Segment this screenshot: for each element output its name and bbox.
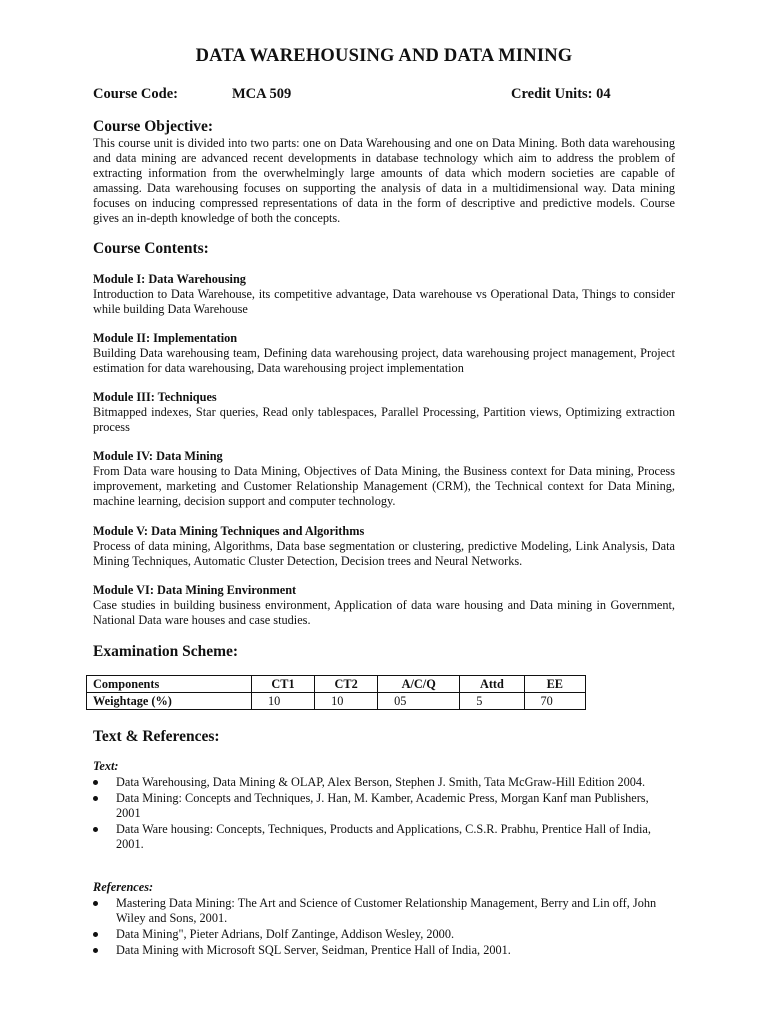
module-title: Module I: Data Warehousing: [93, 272, 246, 286]
table-cell: 10: [252, 693, 315, 710]
table-cell: CT1: [252, 676, 315, 693]
table-cell: Weightage (%): [87, 693, 252, 710]
list-item: Data Mining with Microsoft SQL Server, Seidman, Prentice Hall of India, 2001.: [93, 943, 675, 958]
module-4: [93, 449, 675, 509]
table-cell: Components: [87, 676, 252, 693]
list-item: Mastering Data Mining: The Art and Science of Customer Relationship Management, Berry and Lin off, John Wiley and Sons, 2001.: [93, 896, 675, 926]
references-heading: Text & References:: [93, 728, 220, 745]
module-body: Bitmapped indexes, Star queries, Read only tablespaces, Parallel Processing, Partition views, Optimizing extraction process: [93, 404, 675, 434]
module-body: Introduction to Data Warehouse, its competitive advantage, Data warehouse vs Operational Data, Things to consider while building Data Warehouse: [93, 286, 675, 316]
module-title: Module V: Data Mining Techniques and Algorithms: [93, 524, 365, 538]
module-3: [93, 390, 675, 435]
table-cell: A/C/Q: [378, 676, 460, 693]
references-label: References:: [93, 880, 154, 894]
list-item: Data Mining", Pieter Adrians, Dolf Zantinge, Addison Wesley, 2000.: [93, 927, 675, 942]
document-title: DATA WAREHOUSING AND DATA MINING: [195, 46, 573, 66]
table-cell: EE: [524, 676, 585, 693]
module-6: [93, 583, 675, 628]
table-cell: 70: [524, 693, 585, 710]
exam-heading: Examination Scheme:: [93, 643, 239, 660]
table-row: [87, 676, 586, 693]
table-cell: Attd: [460, 676, 524, 693]
text-list: [93, 775, 675, 853]
references-list: [93, 896, 675, 959]
module-1: [93, 272, 675, 317]
module-title: Module III: Techniques: [93, 390, 217, 404]
module-2: [93, 331, 675, 376]
list-item: Data Ware housing: Concepts, Techniques, Products and Applications, C.S.R. Prabhu, Prentice Hall of India, 2001.: [93, 822, 675, 852]
module-title: Module IV: Data Mining: [93, 449, 223, 463]
list-item: Data Mining: Concepts and Techniques, J. Han, M. Kamber, Academic Press, Morgan Kanf man Publishers, 2001: [93, 791, 675, 821]
module-5: [93, 524, 675, 569]
contents-heading: Course Contents:: [93, 240, 209, 257]
module-body: From Data ware housing to Data Mining, Objectives of Data Mining, the Business context for Data mining, Process improvement, marketing and Customer Relationship Management (CRM), the Technical context for Data Mining, machine learning, decision support and computer technology.: [93, 463, 675, 508]
module-body: Process of data mining, Algorithms, Data base segmentation or clustering, predictive Modeling, Link Analysis, Data Mining Techniques, Automatic Cluster Detection, Decision trees and Neural Networks.: [93, 538, 675, 568]
table-cell: CT2: [315, 676, 378, 693]
course-code-value: MCA 509: [232, 86, 292, 102]
table-cell: 5: [460, 693, 524, 710]
module-title: Module II: Implementation: [93, 331, 238, 345]
course-code-line: [93, 86, 675, 106]
objective-text: This course unit is divided into two parts: one on Data Warehousing and one on Data Mining. Both data warehousing and data mining are advanced recent developments in database technology which aim to address the problem of extracting information from the overwhelmingly large amounts of data which modern societies are capable of amassing. Data warehousing focuses on supporting the analysis of data in a multidimensional way. Data mining focuses on inducing compressed representations of data in the form of descriptive and predictive models. Course gives an in-depth knowledge of both the concepts.: [93, 136, 675, 225]
module-body: Building Data warehousing team, Defining data warehousing project, data warehousing project management, Project estimation for data warehousing, Data warehousing project implementation: [93, 345, 675, 375]
course-code-label: Course Code:: [93, 86, 178, 102]
module-title: Module VI: Data Mining Environment: [93, 583, 297, 597]
table-row: [87, 693, 586, 710]
text-label: Text:: [93, 759, 119, 773]
table-cell: 10: [315, 693, 378, 710]
objective-heading: Course Objective:: [93, 118, 214, 135]
credit-units: Credit Units: 04: [511, 86, 611, 102]
table-cell: 05: [378, 693, 460, 710]
module-body: Case studies in building business environment, Application of data ware housing and Data mining in Government, National Data ware houses and case studies.: [93, 597, 675, 627]
list-item: Data Warehousing, Data Mining & OLAP, Alex Berson, Stephen J. Smith, Tata McGraw-Hill Edition 2004.: [93, 775, 675, 790]
exam-table: [86, 675, 586, 710]
